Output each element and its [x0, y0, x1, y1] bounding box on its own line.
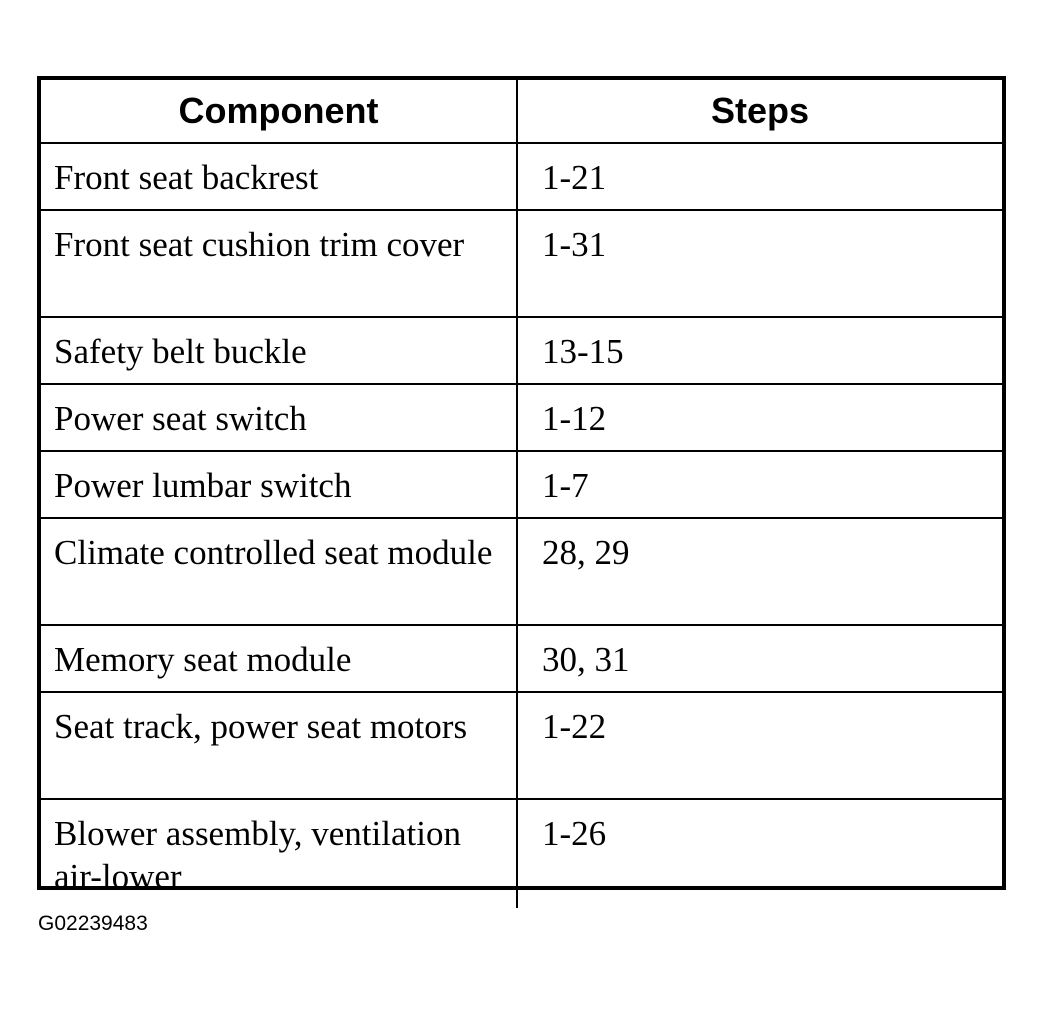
steps-cell: 30, 31 [517, 625, 1002, 692]
table-row [41, 518, 1002, 625]
component-steps-table [41, 80, 1002, 908]
steps-cell: 1-12 [517, 384, 1002, 451]
component-steps-table-frame [37, 76, 1006, 896]
component-cell: Power seat switch [41, 384, 517, 451]
steps-cell: 1-31 [517, 210, 1002, 317]
table-row [41, 317, 1002, 384]
steps-cell: 1-26 [517, 799, 1002, 908]
steps-cell: 1-7 [517, 451, 1002, 518]
table-row [41, 143, 1002, 210]
table-row [41, 692, 1002, 799]
table-row [41, 384, 1002, 451]
steps-cell: 13-15 [517, 317, 1002, 384]
table-row [41, 210, 1002, 317]
component-cell: Power lumbar switch [41, 451, 517, 518]
component-cell: Seat track, power seat motors [41, 692, 517, 799]
component-cell: Memory seat module [41, 625, 517, 692]
component-cell: Safety belt buckle [41, 317, 517, 384]
steps-cell: 1-21 [517, 143, 1002, 210]
table-header-row [41, 80, 1002, 143]
table-row [41, 625, 1002, 692]
component-cell: Front seat backrest [41, 143, 517, 210]
steps-cell: 1-22 [517, 692, 1002, 799]
table-row [41, 799, 1002, 908]
steps-cell: 28, 29 [517, 518, 1002, 625]
component-cell: Front seat cushion trim cover [41, 210, 517, 317]
header-steps: Steps [517, 80, 1002, 143]
component-cell: Blower assembly, ventilation air-lower [41, 799, 517, 908]
table-row [41, 451, 1002, 518]
component-cell: Climate controlled seat module [41, 518, 517, 625]
figure-id: G02239483 [38, 912, 148, 935]
header-component: Component [41, 80, 517, 143]
